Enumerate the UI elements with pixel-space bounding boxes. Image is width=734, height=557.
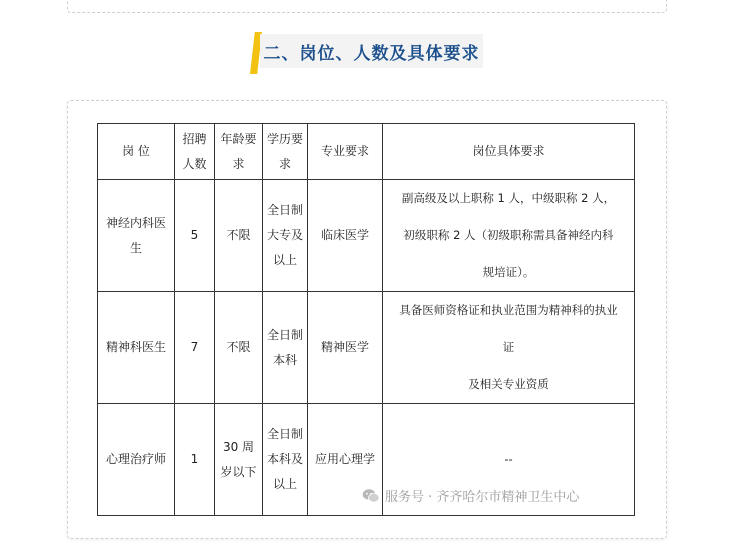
- cell-position: 神经内科医生: [98, 180, 175, 292]
- cell-age: 30 周岁以下: [215, 404, 263, 516]
- header-count: 招聘人数: [175, 124, 215, 180]
- cell-count: 5: [175, 180, 215, 292]
- cell-detail: --: [383, 404, 635, 516]
- section-title: 二、岗位、人数及具体要求: [263, 43, 480, 64]
- cell-age: 不限: [215, 180, 263, 292]
- table-row: [98, 292, 635, 404]
- previous-section-card: [67, 0, 667, 13]
- heading-box: [260, 34, 483, 68]
- watermark-text: 服务号 · 齐齐哈尔市精神卫生中心: [385, 490, 580, 505]
- cell-position: 精神科医生: [98, 292, 175, 404]
- cell-age: 不限: [215, 292, 263, 404]
- cell-major: 临床医学: [308, 180, 383, 292]
- table-row: [98, 180, 635, 292]
- cell-major: 精神医学: [308, 292, 383, 404]
- cell-education: 全日制本科及以上: [263, 404, 308, 516]
- cell-major: 应用心理学: [308, 404, 383, 516]
- cell-count: 7: [175, 292, 215, 404]
- cell-position: 心理治疗师: [98, 404, 175, 516]
- cell-education: 全日制大专及以上: [263, 180, 308, 292]
- watermark: [362, 486, 579, 505]
- cell-count: 1: [175, 404, 215, 516]
- cell-detail: 具备医师资格证和执业范围为精神科的执业 证 及相关专业资质: [383, 292, 635, 404]
- cell-education: 全日制本科: [263, 292, 308, 404]
- header-position: 岗 位: [98, 124, 175, 180]
- header-major: 专业要求: [308, 124, 383, 180]
- requirements-table: [97, 123, 635, 516]
- header-age: 年龄要求: [215, 124, 263, 180]
- wechat-icon: [362, 488, 380, 504]
- cell-detail: 副高级及以上职称 1 人，中级职称 2 人， 初级职称 2 人（初级职称需具备神经内科 规培证）。: [383, 180, 635, 292]
- table-header-row: [98, 124, 635, 180]
- header-education: 学历要求: [263, 124, 308, 180]
- header-detail: 岗位具体要求: [383, 124, 635, 180]
